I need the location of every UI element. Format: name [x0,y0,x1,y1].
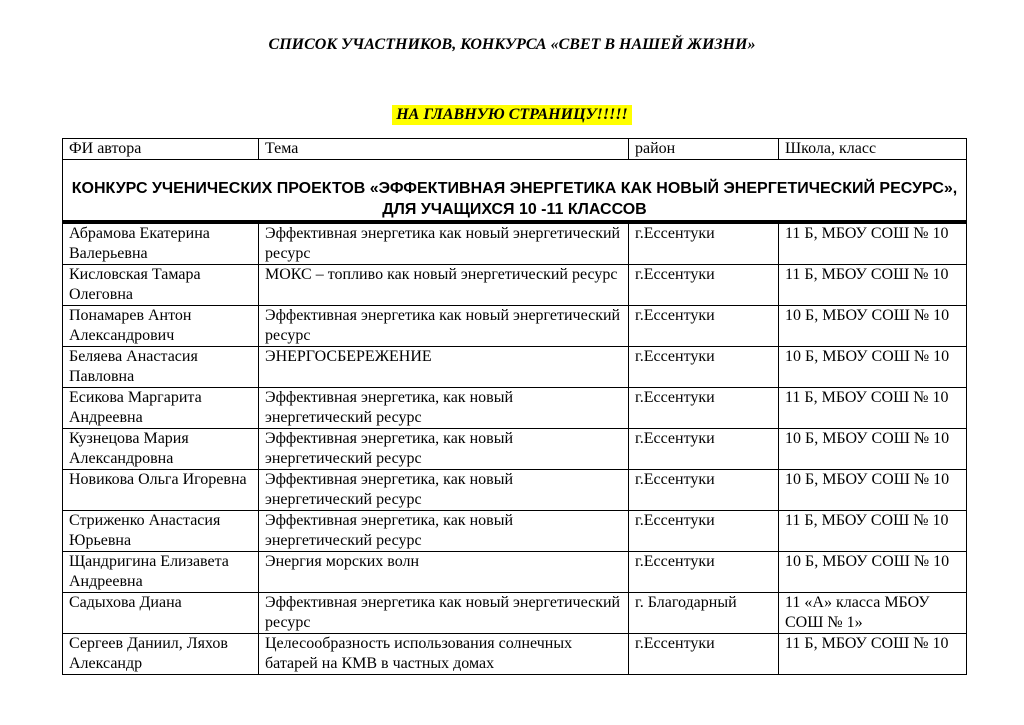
header-school: Школа, класс [779,139,967,160]
cell-school: 10 Б, МБОУ СОШ № 10 [779,306,967,347]
cell-district: г. Благодарный [629,593,779,634]
cell-topic: Энергия морских волн [259,552,629,593]
cell-author: Садыхова Диана [63,593,259,634]
cell-school: 11 Б, МБОУ СОШ № 10 [779,388,967,429]
participants-table [62,138,967,675]
table-row [63,306,967,347]
cell-school: 11 Б, МБОУ СОШ № 10 [779,634,967,675]
cell-topic: Целесообразность использования солнечных батарей на КМВ в частных домах [259,634,629,675]
cell-author: Есикова Маргарита Андреевна [63,388,259,429]
cell-author: Щандригина Елизавета Андреевна [63,552,259,593]
cell-topic: Эффективная энергетика, как новый энергетический ресурс [259,470,629,511]
cell-school: 10 Б, МБОУ СОШ № 10 [779,347,967,388]
cell-district: г.Ессентуки [629,470,779,511]
table-row [63,593,967,634]
table-row [63,265,967,306]
cell-school: 10 Б, МБОУ СОШ № 10 [779,470,967,511]
cell-district: г.Ессентуки [629,347,779,388]
section-row [63,160,967,223]
cell-topic: Эффективная энергетика как новый энергетический ресурс [259,593,629,634]
cell-topic: МОКС – топливо как новый энергетический ресурс [259,265,629,306]
cell-school: 11 Б, МБОУ СОШ № 10 [779,265,967,306]
cell-author: Беляева Анастасия Павловна [63,347,259,388]
table-row [63,470,967,511]
cell-author: Абрамова Екатерина Валерьевна [63,222,259,265]
header-author: ФИ автора [63,139,259,160]
document-title: СПИСОК УЧАСТНИКОВ, КОНКУРСА «СВЕТ В НАШЕЙ ЖИЗНИ» [268,36,756,53]
cell-school: 11 «А» класса МБОУ СОШ № 1» [779,593,967,634]
cell-school: 11 Б, МБОУ СОШ № 10 [779,222,967,265]
cell-district: г.Ессентуки [629,265,779,306]
cell-district: г.Ессентуки [629,222,779,265]
cell-district: г.Ессентуки [629,388,779,429]
cell-topic: Эффективная энергетика, как новый энергетический ресурс [259,511,629,552]
home-page-link[interactable]: НА ГЛАВНУЮ СТРАНИЦУ!!!!! [392,105,632,125]
cell-author: Сергеев Даниил, Ляхов Александр [63,634,259,675]
section-title: КОНКУРС УЧЕНИЧЕСКИХ ПРОЕКТОВ «ЭФФЕКТИВНАЯ ЭНЕРГЕТИКА КАК НОВЫЙ ЭНЕРГЕТИЧЕСКИЙ РЕСУРС», ДЛЯ УЧАЩИХСЯ 10 -11 КЛАССОВ [63,160,967,223]
cell-author: Стриженко Анастасия Юрьевна [63,511,259,552]
header-topic: Тема [259,139,629,160]
cell-school: 11 Б, МБОУ СОШ № 10 [779,511,967,552]
cell-school: 10 Б, МБОУ СОШ № 10 [779,429,967,470]
cell-author: Новикова Ольга Игоревна [63,470,259,511]
cell-district: г.Ессентуки [629,429,779,470]
table-row [63,429,967,470]
cell-author: Кисловская Тамара Олеговна [63,265,259,306]
cell-author: Кузнецова Мария Александровна [63,429,259,470]
cell-topic: Эффективная энергетика, как новый энергетический ресурс [259,388,629,429]
cell-topic: ЭНЕРГОСБЕРЕЖЕНИЕ [259,347,629,388]
table-row [63,388,967,429]
table-row [63,347,967,388]
cell-district: г.Ессентуки [629,511,779,552]
table-header-row [63,139,967,160]
table-row [63,511,967,552]
cell-district: г.Ессентуки [629,634,779,675]
cell-school: 10 Б, МБОУ СОШ № 10 [779,552,967,593]
header-district: район [629,139,779,160]
table-row [63,222,967,265]
table-row [63,634,967,675]
cell-topic: Эффективная энергетика, как новый энергетический ресурс [259,429,629,470]
cell-topic: Эффективная энергетика как новый энергетический ресурс [259,306,629,347]
cell-district: г.Ессентуки [629,306,779,347]
cell-district: г.Ессентуки [629,552,779,593]
cell-topic: Эффективная энергетика как новый энергетический ресурс [259,222,629,265]
home-link-container [0,105,1024,125]
cell-author: Понамарев Антон Александрович [63,306,259,347]
table-row [63,552,967,593]
